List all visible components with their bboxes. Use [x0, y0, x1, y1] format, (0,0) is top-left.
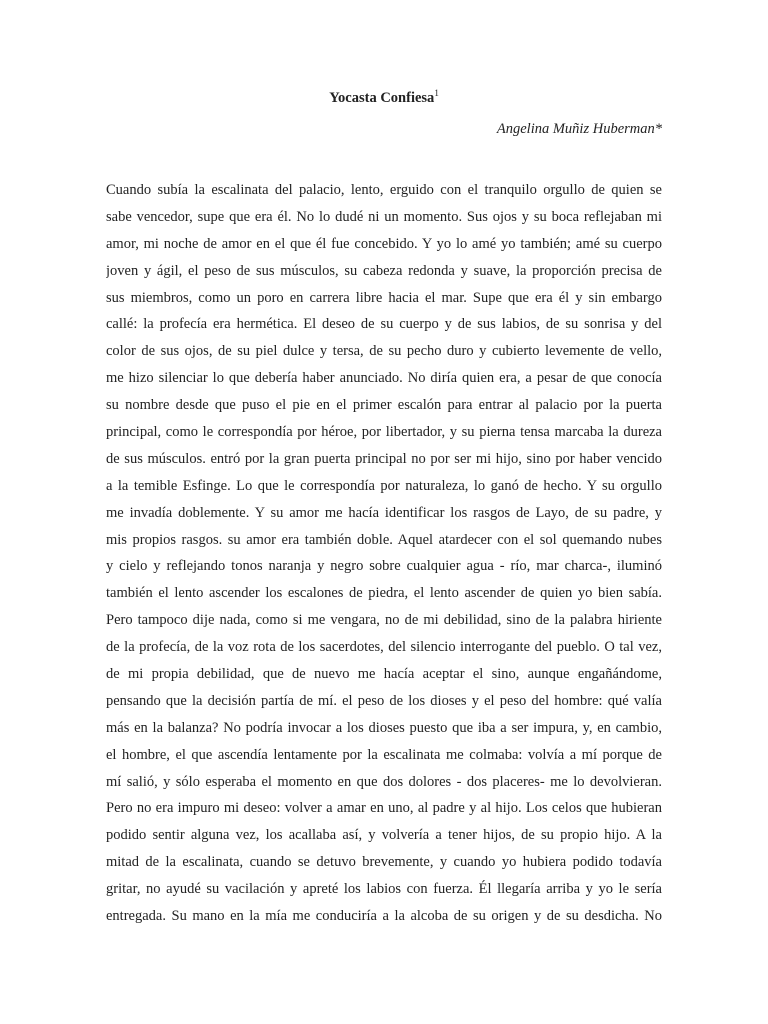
text-line-content: de sus músculos. entró por la gran puerta principal no por ser mi hijo, sino por haber vencido — [106, 450, 662, 467]
author-name: Angelina Muñiz Huberman* — [496, 121, 662, 137]
text-line — [106, 365, 662, 392]
text-line — [106, 822, 662, 849]
text-line-content: callé: la profecía era hermética. El deseo de su cuerpo y de sus labios, de su sonrisa y del — [106, 316, 662, 333]
text-line — [106, 715, 662, 742]
text-line — [106, 849, 662, 876]
text-line-content: me invadía doblemente. Y su amor me hacía identificar los rasgos de Layo, de su padre, y — [106, 504, 662, 521]
text-line — [106, 661, 662, 688]
text-line — [106, 876, 662, 903]
text-line-content: el hombre, el que ascendía lentamente por la escalinata me colmaba: volvía a mí porque de — [106, 746, 662, 763]
text-line-content: y cielo y reflejando tonos naranja y negro sobre cualquier agua - río, mar charca-, iluminó — [106, 558, 662, 575]
text-line-content: me hizo silenciar lo que debería haber anunciado. No diría quien era, a pesar de que conocía — [106, 370, 662, 387]
text-line — [106, 338, 662, 365]
text-line-content: amor, mi noche de amor en el que él fue concebido. Y yo lo amé yo también; amé su cuerpo — [106, 235, 662, 252]
text-line — [106, 204, 662, 231]
text-line-content: mis propios rasgos. su amor era también doble. Aquel atardecer con el sol quemando nubes — [106, 531, 662, 548]
text-line — [106, 553, 662, 580]
text-line-content: podido sentir alguna vez, los acallaba así, y volvería a tener hijos, de su propio hijo. A la — [106, 827, 662, 844]
text-line — [106, 446, 662, 473]
text-line — [106, 769, 662, 796]
text-line — [106, 795, 662, 822]
text-line — [106, 473, 662, 500]
text-line-content: también el lento ascender los escalones de piedra, el lento ascender de quien yo bien sabía. — [106, 585, 662, 602]
text-line-content: principal, como le correspondía por héroe, por libertador, y su pierna tensa marcaba la dureza — [106, 424, 662, 441]
text-line-content: sabe vencedor, supe que era él. No lo dudé ni un momento. Sus ojos y su boca reflejaban mi — [106, 208, 662, 225]
text-line — [106, 580, 662, 607]
text-line — [106, 903, 662, 930]
text-line — [106, 311, 662, 338]
text-line — [106, 742, 662, 769]
text-line — [106, 688, 662, 715]
text-line-content: de mi propia debilidad, que de nuevo me hacía aceptar el sino, aunque engañándome, — [106, 666, 662, 683]
text-line-content: gritar, no ayudé su vacilación y apreté los labios con fuerza. Él llegaría arriba y yo le sería — [106, 881, 662, 898]
text-line — [106, 392, 662, 419]
text-line-content: de la profecía, de la voz rota de los sacerdotes, del silencio interrogante del pueblo. O tal vez, — [106, 639, 662, 656]
text-line — [106, 177, 662, 204]
text-line — [106, 607, 662, 634]
text-line-content: mitad de la escalinata, cuando se detuvo brevemente, y cuando yo hubiera podido todavía — [106, 854, 662, 871]
text-line — [106, 285, 662, 312]
footnote-marker: 1 — [434, 88, 439, 99]
text-line-content: a la temible Esfinge. Lo que le correspondía por naturaleza, lo ganó de hecho. Y su orgullo — [106, 477, 662, 494]
text-line-content: su nombre desde que puso el pie en el primer escalón para entrar al palacio por la puerta — [106, 397, 662, 414]
text-line — [106, 527, 662, 554]
text-line-content: pensando que la decisión partía de mí. el peso de los dioses y el peso del hombre: qué valía — [106, 692, 662, 709]
text-line-content: más en la balanza? No podría invocar a los dioses puesto que iba a ser impura, y, en cambio, — [106, 719, 662, 736]
text-line-content: sus miembros, como un poro en carrera libre hacia el mar. Supe que era él y sin embargo — [106, 289, 662, 306]
title-text: Yocasta Confiesa — [329, 90, 435, 106]
text-line-content: entregada. Su mano en la mía me conduciría a la alcoba de su origen y de su desdicha. No — [106, 908, 662, 925]
text-line — [106, 231, 662, 258]
text-line-content: color de sus ojos, de su piel dulce y tersa, de su pecho duro y cubierto levemente de vello, — [106, 343, 662, 360]
text-line — [106, 419, 662, 446]
text-line-content: Pero no era impuro mi deseo: volver a amar en uno, al padre y al hijo. Los celos que hubieran — [106, 800, 662, 817]
text-line — [106, 500, 662, 527]
body-paragraph — [106, 177, 662, 930]
text-line-content: Cuando subía la escalinata del palacio, lento, erguido con el tranquilo orgullo de quien se — [106, 182, 662, 198]
text-line — [106, 634, 662, 661]
text-line-content: joven y ágil, el peso de sus músculos, su cabeza redonda y suave, la proporción precisa de — [106, 262, 662, 279]
text-line-content: Pero tampoco dije nada, como si me vengara, no de mi debilidad, sino de la palabra hiriente — [106, 612, 662, 629]
text-line-content: mí salió, y sólo esperaba el momento en que dos dolores - dos placeres- me lo devolvieran. — [106, 773, 662, 790]
document-title — [0, 90, 768, 107]
text-line — [106, 258, 662, 285]
